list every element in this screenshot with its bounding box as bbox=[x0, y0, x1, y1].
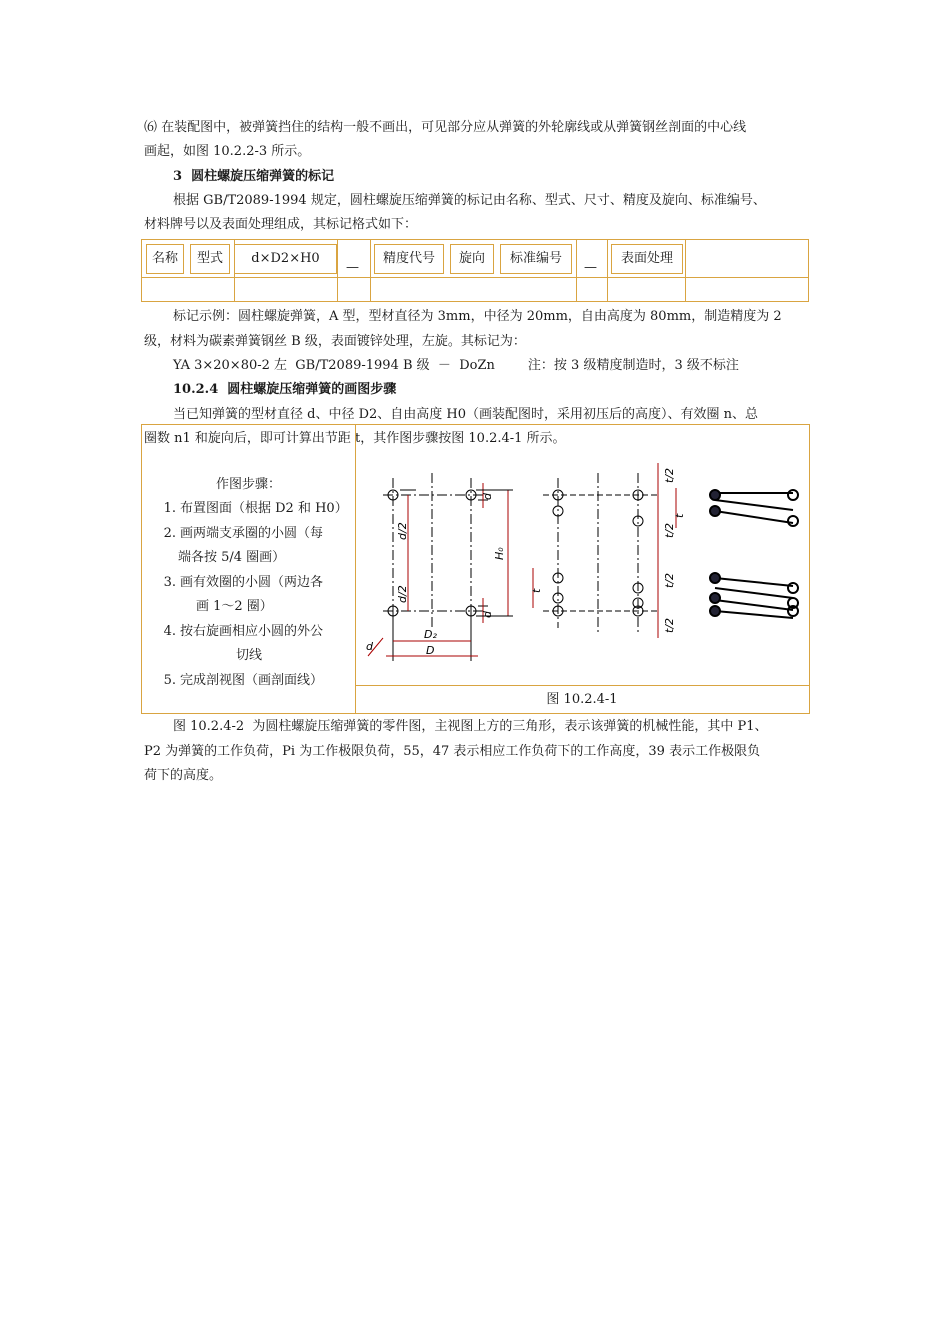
cell-direction: 旋向 bbox=[450, 244, 494, 274]
heading-steps: 10.2.4 圆柱螺旋压缩弹簧的画图步骤 bbox=[173, 382, 397, 397]
cell-name: 名称 bbox=[146, 244, 184, 274]
spring-drawing bbox=[358, 428, 810, 682]
cell-standard: 标准编号 bbox=[500, 244, 572, 274]
step-number: 5. bbox=[163, 672, 176, 688]
table-divider bbox=[576, 240, 577, 301]
step-text-cont: 端各按 5/4 圈画） bbox=[178, 550, 286, 565]
label-d: d bbox=[481, 611, 494, 618]
label-d-half: d/2 bbox=[396, 585, 409, 603]
step-number: 1. bbox=[163, 501, 176, 516]
cell-surface: 表面处理 bbox=[611, 244, 683, 274]
drawing-view-layout bbox=[368, 473, 513, 661]
label-d-outer: D bbox=[426, 644, 435, 657]
step-item bbox=[156, 669, 356, 694]
step-text: 布置图面（根据 D2 和 H0） bbox=[180, 501, 348, 516]
step-number: 4. bbox=[163, 623, 176, 639]
para4-line3: 荷下的高度。 bbox=[144, 768, 223, 783]
figure-caption-separator bbox=[355, 685, 809, 686]
step-number: 2. bbox=[163, 525, 176, 541]
step-item bbox=[156, 571, 356, 620]
label-t: t bbox=[673, 513, 686, 518]
step-text: 画两端支承圈的小圆（每 bbox=[180, 525, 324, 541]
para4-line1: 图 10.2.4-2 为圆柱螺旋压缩弹簧的零件图，主视图上方的三角形，表示该弹簧的机械性能，其中 P1、 bbox=[173, 719, 768, 734]
step-text-cont: 画 1～2 圈） bbox=[196, 599, 273, 614]
marking-format-table bbox=[141, 239, 809, 302]
figure-table bbox=[141, 424, 810, 714]
para2-line2: 材料牌号以及表面处理组成，其标记格式如下： bbox=[144, 217, 418, 232]
label-d: d bbox=[366, 640, 373, 653]
table-divider bbox=[685, 240, 686, 301]
label-t-half: t/2 bbox=[663, 617, 676, 633]
step-item bbox=[156, 620, 356, 669]
step-item bbox=[156, 497, 356, 522]
step-item bbox=[156, 522, 356, 571]
label-t: t bbox=[530, 588, 543, 593]
dash-separator: — bbox=[584, 260, 597, 275]
steps-list bbox=[156, 497, 356, 693]
steps-title: 作图步骤： bbox=[215, 477, 281, 492]
label-d2: D₂ bbox=[424, 628, 437, 641]
para3-line1: 当已知弹簧的型材直径 d、中径 D2、自由高度 H0（画装配图时，采用初压后的高度）、有效圈 n、总 bbox=[173, 407, 759, 422]
para3-line2: 圈数 n1 和旋向后，即可计算出节距 t，其作图步骤按图 10.2.4-1 所示。 bbox=[144, 431, 566, 446]
dash-separator: — bbox=[346, 260, 359, 275]
cell-type: 型式 bbox=[190, 244, 230, 274]
table-row-separator bbox=[142, 277, 808, 278]
label-t-half: t/2 bbox=[663, 572, 676, 588]
drawing-view-finished-section bbox=[710, 490, 798, 618]
cell-dims: d×D2×H0 bbox=[234, 244, 337, 274]
step-text-cont: 切线 bbox=[236, 648, 263, 663]
step-text: 按右旋画相应小圆的外公 bbox=[180, 623, 324, 639]
step-number: 3. bbox=[163, 574, 176, 590]
cell-precision: 精度代号 bbox=[374, 244, 444, 274]
label-h0: H₀ bbox=[493, 547, 506, 560]
example-line2: 级，材料为碳素弹簧钢丝 B 级，表面镀锌处理，左旋。其标记为： bbox=[144, 334, 526, 349]
table-divider bbox=[607, 240, 608, 301]
label-d-half: d/2 bbox=[396, 522, 409, 540]
para4-line2: P2 为弹簧的工作负荷，Pi 为工作极限负荷，55，47 表示相应工作负荷下的工作高度，39 表示工作极限负 bbox=[144, 744, 761, 759]
drawing-view-support-coils bbox=[533, 463, 676, 638]
example-line1: 标记示例：圆柱螺旋弹簧，A 型，型材直径为 3mm，中径为 20mm，自由高度为 80mm，制造精度为 2 bbox=[173, 309, 782, 324]
table-divider bbox=[337, 240, 338, 301]
label-t-half: t/2 bbox=[663, 467, 676, 483]
example-marking-line: YA 3×20×80-2 左 GB/T2089-1994 B 级 － DoZn 注：按 3 级精度制造时，3 级不标注 bbox=[173, 358, 739, 373]
step-text: 完成剖视图（画剖面线） bbox=[180, 672, 324, 688]
para1-line1: ⑹ 在装配图中，被弹簧挡住的结构一般不画出，可见部分应从弹簧的外轮廓线或从弹簧钢丝剖面的中心线 bbox=[144, 120, 747, 135]
label-d: d bbox=[481, 493, 494, 500]
figure-caption: 图 10.2.4-1 bbox=[546, 692, 618, 707]
label-t-half: t/2 bbox=[663, 522, 676, 538]
para2-line1: 根据 GB/T2089-1994 规定，圆柱螺旋压缩弹簧的标记由名称、型式、尺寸、精度及旋向、标准编号、 bbox=[173, 193, 766, 208]
table-divider bbox=[370, 240, 371, 301]
para1-line2: 画起，如图 10.2.2-3 所示。 bbox=[144, 144, 311, 159]
step-text: 画有效圈的小圆（两边各 bbox=[180, 574, 324, 590]
heading-marking: 3 圆柱螺旋压缩弹簧的标记 bbox=[173, 169, 335, 184]
